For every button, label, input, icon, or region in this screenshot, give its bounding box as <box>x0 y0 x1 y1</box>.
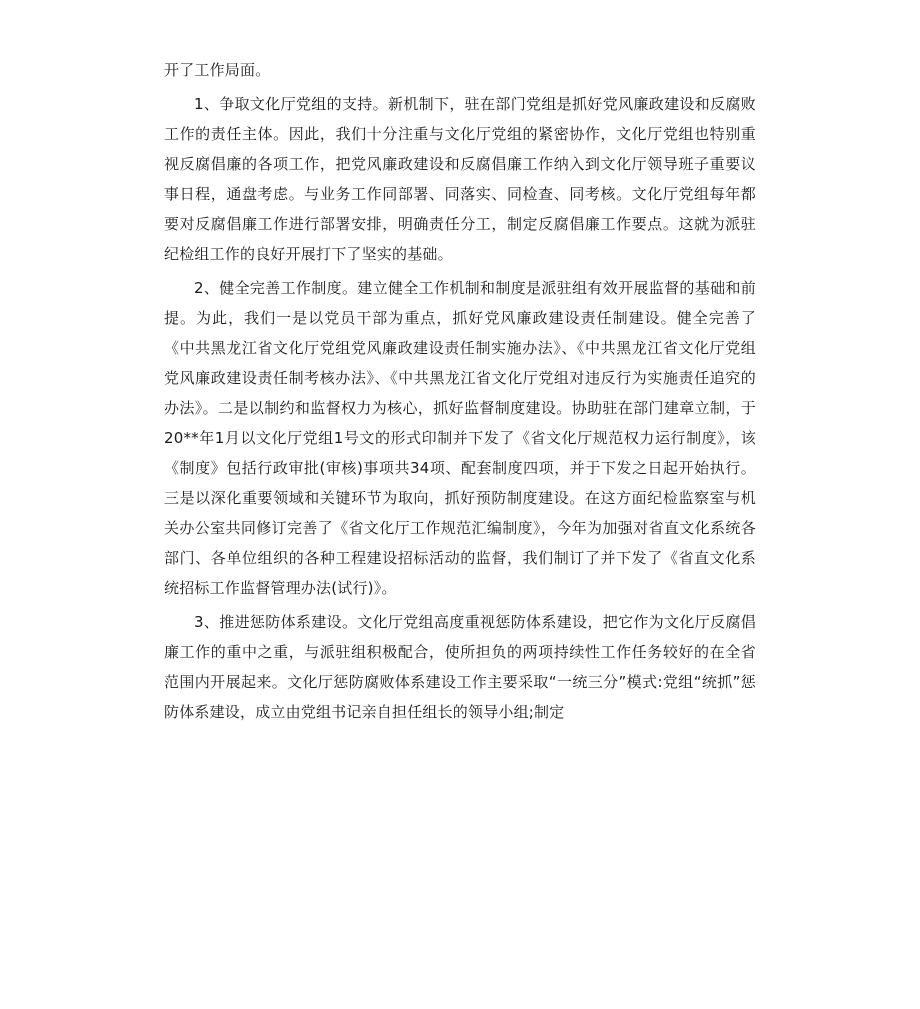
paragraph-2-work-system: 2、健全完善工作制度。建立健全工作机制和制度是派驻组有效开展监督的基础和前提。为此，我们一是以党员干部为重点，抓好党风廉政建设责任制建设。健全完善了《中共黑龙江省文化厅党组党风廉政建设责任制实施办法》、《中共黑龙江省文化厅党组党风廉政建设责任制考核办法》、《中共黑龙江省文化厅党组对违反行为实施责任追究的办法》。二是以制约和监督权力为核心，抓好监督制度建设。协助驻在部门建章立制，于20**年1月以文化厅党组1号文的形式印制并下发了《省文化厅规范权力运行制度》，该《制度》包括行政审批(审核)事项共34项、配套制度四项，并于下发之日起开始执行。三是以深化重要领域和关键环节为取向，抓好预防制度建设。在这方面纪检监察室与机关办公室共同修订完善了《省文化厅工作规范汇编制度》，今年为加强对省直文化系统各部门、各单位组织的各种工程建设招标活动的监督，我们制订了并下发了《省直文化系统招标工作监督管理办法(试行)》。 <box>164 279 756 597</box>
paragraph-continuation: 开了工作局面。 <box>164 61 271 79</box>
paragraph-3-prevention-system: 3、推进惩防体系建设。文化厅党组高度重视惩防体系建设，把它作为文化厅反腐倡廉工作的重中之重，与派驻组积极配合，使所担负的两项持续性工作任务较好的在全省范围内开展起来。文化厅惩防腐败体系建设工作主要采取“一统三分”模式:党组“统抓”惩防体系建设，成立由党组书记亲自担任组长的领导小组;制定 <box>164 613 756 721</box>
paragraph-1-party-support: 1、争取文化厅党组的支持。新机制下，驻在部门党组是抓好党风廉政建设和反腐败工作的责任主体。因此，我们十分注重与文化厅党组的紧密协作，文化厅党组也特别重视反腐倡廉的各项工作，把党风廉政建设和反腐倡廉工作纳入到文化厅领导班子重要议事日程，通盘考虑。与业务工作同部署、同落实、同检查、同考核。文化厅党组每年都要对反腐倡廉工作进行部署安排，明确责任分工，制定反腐倡廉工作要点。这就为派驻纪检组工作的良好开展打下了坚实的基础。 <box>164 95 756 263</box>
document-body <box>164 55 756 727</box>
